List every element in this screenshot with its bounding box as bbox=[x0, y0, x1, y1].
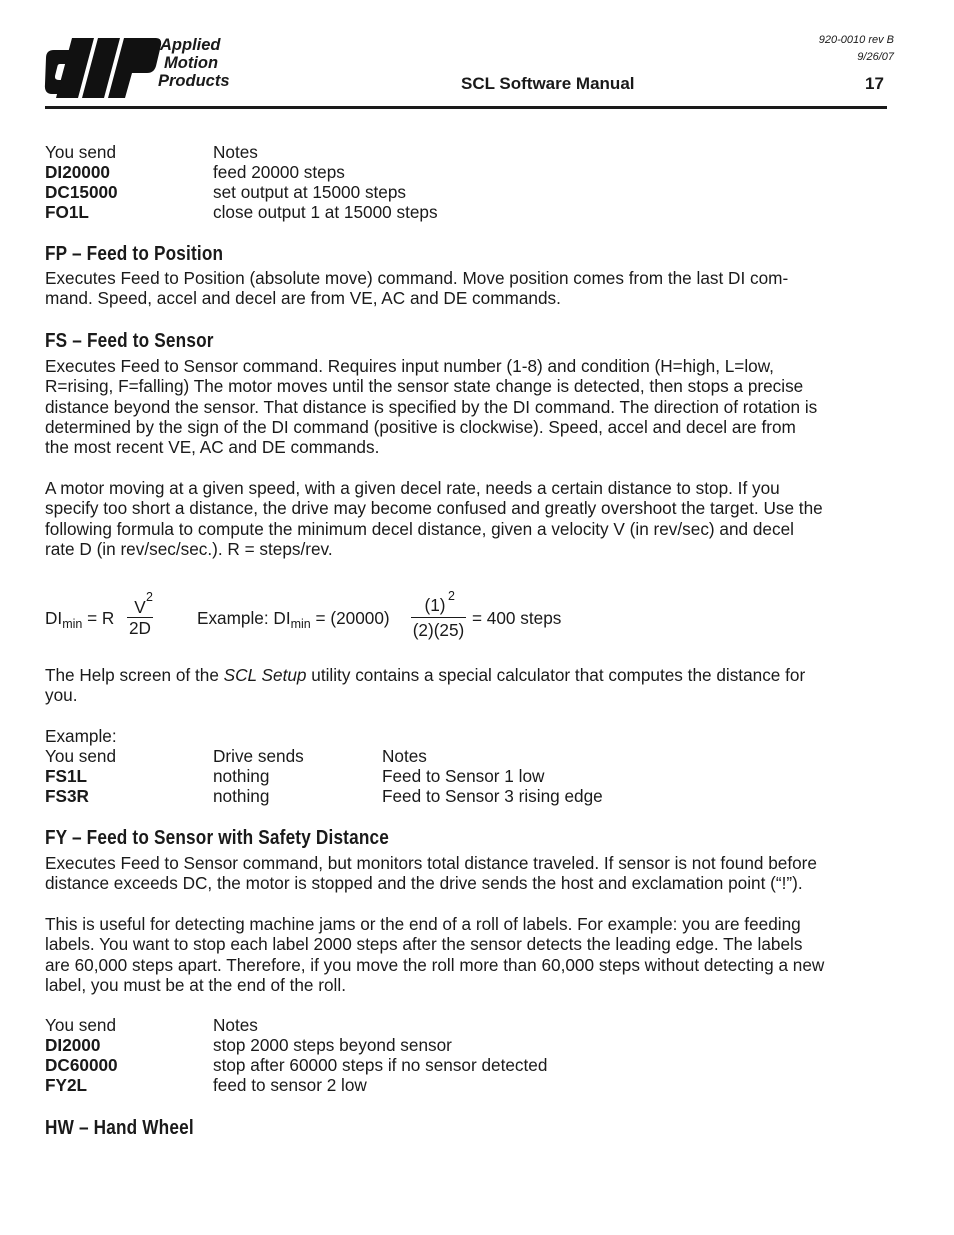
logo-text-line-2: Motion bbox=[164, 54, 219, 72]
table-header-you-send: You send bbox=[45, 746, 117, 766]
logo-mark-icon bbox=[44, 36, 164, 102]
example-numerator: (1) bbox=[424, 595, 446, 615]
table-header-notes: Notes bbox=[213, 1015, 258, 1035]
table-cell-command: FS1L bbox=[45, 766, 88, 786]
fs-description: Executes Feed to Sensor command. Requires input number (1-8) and condition (H=high, L=low, R=rising, F=falling) The motor moves until the sensor state change is detected, then stops a precise distance beyond the sensor. That distance is specified by the DI command. The direction of rotation is determined by the sign of the DI command (positive is clockwise). Speed, accel and decel are from the most recent VE, AC and DE commands. bbox=[45, 356, 818, 458]
example-heading: Example: bbox=[45, 726, 117, 746]
section-heading-fs: FS – Feed to Sensor bbox=[45, 330, 214, 352]
table-cell-note: stop after 60000 steps if no sensor detected bbox=[213, 1055, 548, 1075]
example-subscript: min bbox=[290, 617, 311, 631]
table-cell-drive-response: nothing bbox=[213, 786, 270, 806]
doc-number: 920-0010 rev B bbox=[818, 34, 894, 46]
table-cell-command: DC60000 bbox=[45, 1055, 118, 1075]
table-cell-note: feed 20000 steps bbox=[213, 162, 345, 182]
example-result: = 400 steps bbox=[472, 608, 562, 628]
table-header-notes: Notes bbox=[382, 746, 427, 766]
formula-denominator: 2D bbox=[129, 618, 151, 638]
table-header-you-send: You send bbox=[45, 142, 117, 162]
formula-numerator-exponent: 2 bbox=[146, 590, 153, 604]
example-label: Example: DI bbox=[197, 608, 291, 628]
table-cell-note: Feed to Sensor 3 rising edge bbox=[382, 786, 603, 806]
formula-equals-r: = R bbox=[87, 608, 115, 628]
formula-lhs: DI bbox=[45, 608, 63, 628]
table-cell-command: FS3R bbox=[45, 786, 89, 806]
table-cell-note: Feed to Sensor 1 low bbox=[382, 766, 545, 786]
logo-text-line-3: Products bbox=[158, 72, 230, 90]
table-cell-command: DI2000 bbox=[45, 1035, 101, 1055]
table-cell-note: stop 2000 steps beyond sensor bbox=[213, 1035, 452, 1055]
scl-setup-name: SCL Setup bbox=[223, 665, 307, 685]
section-heading-fp: FP – Feed to Position bbox=[45, 243, 224, 265]
table-cell-note: set output at 15000 steps bbox=[213, 182, 407, 202]
table-cell-note: feed to sensor 2 low bbox=[213, 1075, 367, 1095]
table-header-drive-sends: Drive sends bbox=[213, 746, 304, 766]
page-number: 17 bbox=[865, 74, 884, 93]
table-cell-command: DI20000 bbox=[45, 162, 110, 182]
fs-decel-paragraph: A motor moving at a given speed, with a given decel rate, needs a certain distance to stop. If you specify too short a distance, the drive may become confused and greatly overshoot the target. Use the following formula to compute the minimum decel distance, given a velocity V (in rev/sec) and decel rate D (in rev/sec/sec.). R = steps/rev. bbox=[45, 478, 823, 559]
section-heading-hw: HW – Hand Wheel bbox=[45, 1117, 194, 1139]
example-fraction-bar bbox=[411, 617, 466, 618]
section-heading-fy: FY – Feed to Sensor with Safety Distance bbox=[45, 827, 389, 849]
company-logo bbox=[44, 36, 164, 102]
fp-description: Executes Feed to Position (absolute move) command. Move position comes from the last DI com- mand. Speed, accel and decel are from VE, AC and DE commands. bbox=[45, 268, 789, 309]
table-header-you-send: You send bbox=[45, 1015, 117, 1035]
table-cell-command: DC15000 bbox=[45, 182, 118, 202]
table-cell-note: close output 1 at 15000 steps bbox=[213, 202, 438, 222]
example-equals: = (20000) bbox=[315, 608, 390, 628]
header-rule bbox=[45, 106, 887, 109]
table-cell-command: FY2L bbox=[45, 1075, 88, 1095]
table-cell-command: FO1L bbox=[45, 202, 89, 222]
example-denominator: (2)(25) bbox=[412, 620, 465, 640]
fy-example-paragraph: This is useful for detecting machine jams or the end of a roll of labels. For example: you are feeding labels. You want to stop each label 2000 steps after the sensor detects the leading edge. The labels are 60,000 steps apart. Therefore, if you move the roll more than 60,000 steps without detecting a new label, you must be at the end of the roll. bbox=[45, 914, 825, 995]
doc-date: 9/26/07 bbox=[857, 51, 894, 63]
table-header-notes: Notes bbox=[213, 142, 258, 162]
table-cell-drive-response: nothing bbox=[213, 766, 270, 786]
formula-lhs-subscript: min bbox=[62, 617, 83, 631]
fy-description: Executes Feed to Sensor command, but monitors total distance traveled. If sensor is not found before distance exceeds DC, the motor is stopped and the drive sends the host and exclamation point (“!”). bbox=[45, 853, 817, 894]
manual-title: SCL Software Manual bbox=[461, 74, 635, 93]
help-paragraph: The Help screen of the SCL Setup utility contains a special calculator that computes the distance for you. bbox=[45, 665, 806, 706]
formula-numerator: V bbox=[134, 597, 146, 617]
logo-text-line-1: Applied bbox=[160, 36, 221, 54]
example-numerator-exponent: 2 bbox=[448, 589, 455, 603]
